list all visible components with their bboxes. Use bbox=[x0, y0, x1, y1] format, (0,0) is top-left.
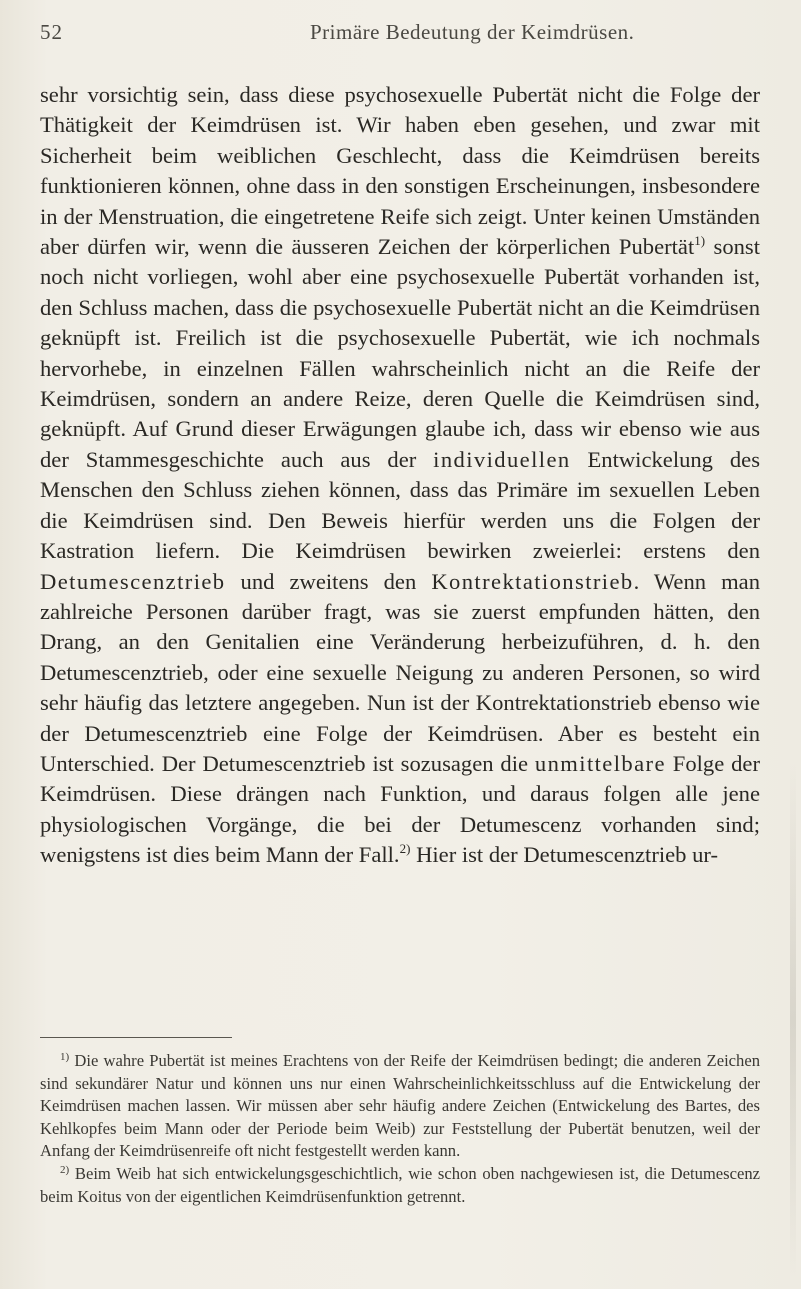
emphasis-detumescenztrieb: Detumescenztrieb bbox=[40, 568, 226, 594]
main-paragraph bbox=[40, 80, 760, 871]
footnote-2 bbox=[40, 1163, 760, 1208]
running-title: Primäre Bedeutung der Keimdrüsen. bbox=[310, 20, 635, 44]
footnote-separator bbox=[40, 1037, 232, 1038]
text-run: sehr vorsichtig sein, dass diese psychosexuelle Pubertät nicht die Folge der Thätigkeit der Keimdrüsen ist. Wir haben eben gesehen, und zwar mit Sicherheit beim weiblichen Geschlecht, dass die Keimdrüsen bereits funktionieren können, ohne dass in den sonstigen Erscheinungen, insbesondere in der Menstruation, die eingetretene Reife sich zeigt. Unter keinen Umständen aber dürfen wir, wenn die äusseren Zeichen der körperlichen Pubertät bbox=[40, 82, 760, 260]
page-header bbox=[40, 20, 760, 50]
footnote-text: Beim Weib hat sich entwickelungsgeschichtlich, wie schon oben nachgewiesen ist, die Detumescenz beim Koitus von der eigentlichen Keimdrüsenfunktion getrennt. bbox=[40, 1163, 760, 1206]
footnote-marker: 2) bbox=[60, 1163, 70, 1176]
main-text bbox=[40, 80, 760, 871]
text-run: Hier ist der Detumescenztrieb ur- bbox=[410, 842, 718, 868]
footnote-1 bbox=[40, 1050, 760, 1163]
footnote-text: Die wahre Pubertät ist meines Erachtens von der Reife der Keimdrüsen bedingt; die anderen Zeichen sind sekundärer Natur und können uns nur einen Wahrscheinlichkeitsschluss auf die Entwickelung der Keimdrüsen machen lassen. Wir müssen aber sehr häufig andere Zeichen (Entwickelung des Bartes, des Kehlkopfes beim Mann oder der Periode beim Weib) zur Feststellung der Pubertät benutzen, weil der Anfang der Keimdrüsenreife oft nicht festgestellt werden kann. bbox=[40, 1051, 760, 1161]
footnote-marker: 1) bbox=[60, 1051, 70, 1063]
emphasis-unmittelbare: unmittelbare bbox=[534, 750, 666, 776]
page-edge-shadow bbox=[790, 760, 796, 1280]
emphasis-individuellen: individuellen bbox=[433, 446, 571, 472]
footnote-ref-2: 2) bbox=[399, 841, 411, 857]
text-run: sonst noch nicht vorliegen, wohl aber eine psychosexuelle Pubertät vorhanden ist, den Schluss machen, dass die psychosexuelle Pubertät nicht an die Keimdrüsen geknüpft ist. Freilich ist die psychosexuelle Pubertät, wie ich nochmals hervorhebe, in einzelnen Fällen wahrscheinlich nicht an die Reife der Keimdrüsen, sondern an andere Reize, deren Quelle die Keimdrüsen sind, geknüpft. Auf Grund dieser Erwägungen glaube ich, dass wir ebenso wie aus der Stammesgeschichte auch aus der bbox=[40, 234, 760, 472]
footnotes bbox=[40, 1050, 760, 1208]
emphasis-kontrektationstrieb: Kontrektationstrieb bbox=[431, 568, 634, 594]
text-run: . Wenn man zahlreiche Personen darüber fragt, was sie zuerst empfunden hätten, den Drang, an den Genitalien eine Veränderung herbeizuführen, d. h. den Detumescenztrieb, oder eine sexuelle Neigung zu anderen Personen, so wird sehr häufig das letztere angegeben. Nun ist der Kontrektationstrieb ebenso wie der Detumescenztrieb eine Folge der Keimdrüsen. Aber es besteht ein Unterschied. Der Detumescenztrieb ist sozusagen die bbox=[40, 568, 761, 776]
footnote-ref-1: 1) bbox=[694, 233, 706, 249]
text-run: Entwickelung des Menschen den Schluss ziehen können, dass das Primäre im sexuellen Leben die Keimdrüsen sind. Den Beweis hierfür werden uns die Folgen der Kastration liefern. Die Keimdrüsen bewirken zweierlei: erstens den bbox=[40, 446, 760, 564]
page-number: 52 bbox=[40, 20, 63, 44]
text-run: Folge der Keimdrüsen. Diese drängen nach Funktion, und daraus folgen alle jene physiologischen Vorgänge, die bei der Detumescenz vorhanden sind; wenigstens ist dies beim Mann der Fall. bbox=[40, 750, 760, 868]
text-run: und zweitens den bbox=[225, 568, 432, 594]
